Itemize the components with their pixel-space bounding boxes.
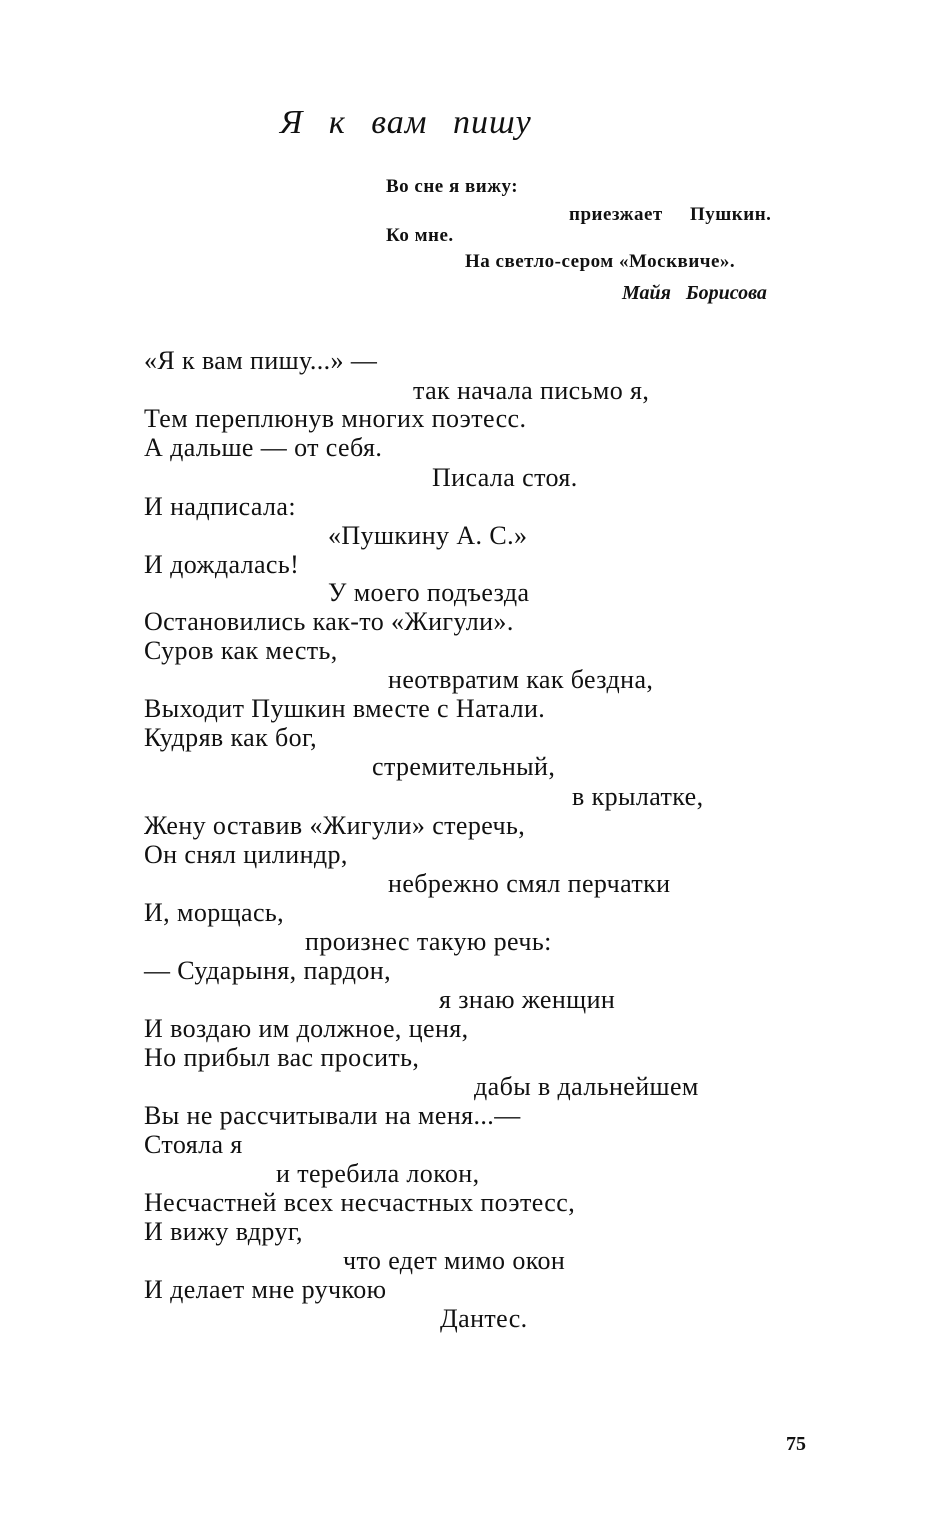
epigraph-line: На светло-сером «Москвиче». bbox=[465, 251, 736, 272]
poem-line: Стояла я bbox=[144, 1130, 243, 1159]
epigraph-line: Во сне я вижу: bbox=[386, 176, 519, 197]
poem-line: Он снял цилиндр, bbox=[144, 840, 348, 869]
epigraph-line: приезжает Пушкин. bbox=[569, 204, 772, 225]
poem-line: А дальше — от себя. bbox=[144, 433, 383, 462]
epigraph-author: Майя Борисова bbox=[622, 282, 767, 304]
poem-line: и теребила локон, bbox=[276, 1159, 480, 1188]
poem-line: в крылатке, bbox=[572, 782, 704, 811]
poem-line: «Пушкину А. С.» bbox=[328, 521, 528, 550]
poem-line: Тем переплюнув многих поэтесс. bbox=[144, 404, 527, 433]
poem-line: Жену оставив «Жигули» стеречь, bbox=[144, 811, 526, 840]
poem-line: Но прибыл вас просить, bbox=[144, 1043, 420, 1072]
poem-line: И, морщась, bbox=[144, 898, 285, 927]
poem-line: стремительный, bbox=[372, 752, 556, 781]
poem-line: Несчастней всех несчастных поэтесс, bbox=[144, 1188, 576, 1217]
poem-line: так начала письмо я, bbox=[413, 376, 650, 405]
poem-line: И вижу вдруг, bbox=[144, 1217, 303, 1246]
poem-line: Вы не рассчитывали на меня...— bbox=[144, 1101, 521, 1130]
poem-line: Выходит Пушкин вместе с Натали. bbox=[144, 694, 546, 723]
poem-line: я знаю женщин bbox=[439, 985, 616, 1014]
poem-line: неотвратим как бездна, bbox=[388, 665, 654, 694]
poem-line: «Я к вам пишу...» — bbox=[144, 346, 378, 375]
poem-line: что едет мимо окон bbox=[343, 1246, 566, 1275]
poem-line: Суров как месть, bbox=[144, 636, 338, 665]
poem-line: И воздаю им должное, ценя, bbox=[144, 1014, 469, 1043]
poem-line: И дождалась! bbox=[144, 550, 300, 579]
poem-line: произнес такую речь: bbox=[305, 927, 552, 956]
poem-line: дабы в дальнейшем bbox=[474, 1072, 699, 1101]
poem-line: Дантес. bbox=[440, 1304, 528, 1333]
poem-line: небрежно смял перчатки bbox=[388, 869, 671, 898]
poem-title: Я к вам пишу bbox=[280, 104, 532, 141]
poem-line: У моего подъезда bbox=[328, 578, 530, 607]
poem-line: Писала стоя. bbox=[432, 463, 578, 492]
poem-line: И делает мне ручкою bbox=[144, 1275, 387, 1304]
poem-line: Остановились как-то «Жигули». bbox=[144, 607, 514, 636]
poem-line: Кудряв как бог, bbox=[144, 723, 318, 752]
poem-line: И надписала: bbox=[144, 492, 296, 521]
page-number: 75 bbox=[786, 1433, 806, 1455]
poem-line: — Сударыня, пардон, bbox=[144, 956, 392, 985]
epigraph-line: Ко мне. bbox=[386, 225, 454, 246]
